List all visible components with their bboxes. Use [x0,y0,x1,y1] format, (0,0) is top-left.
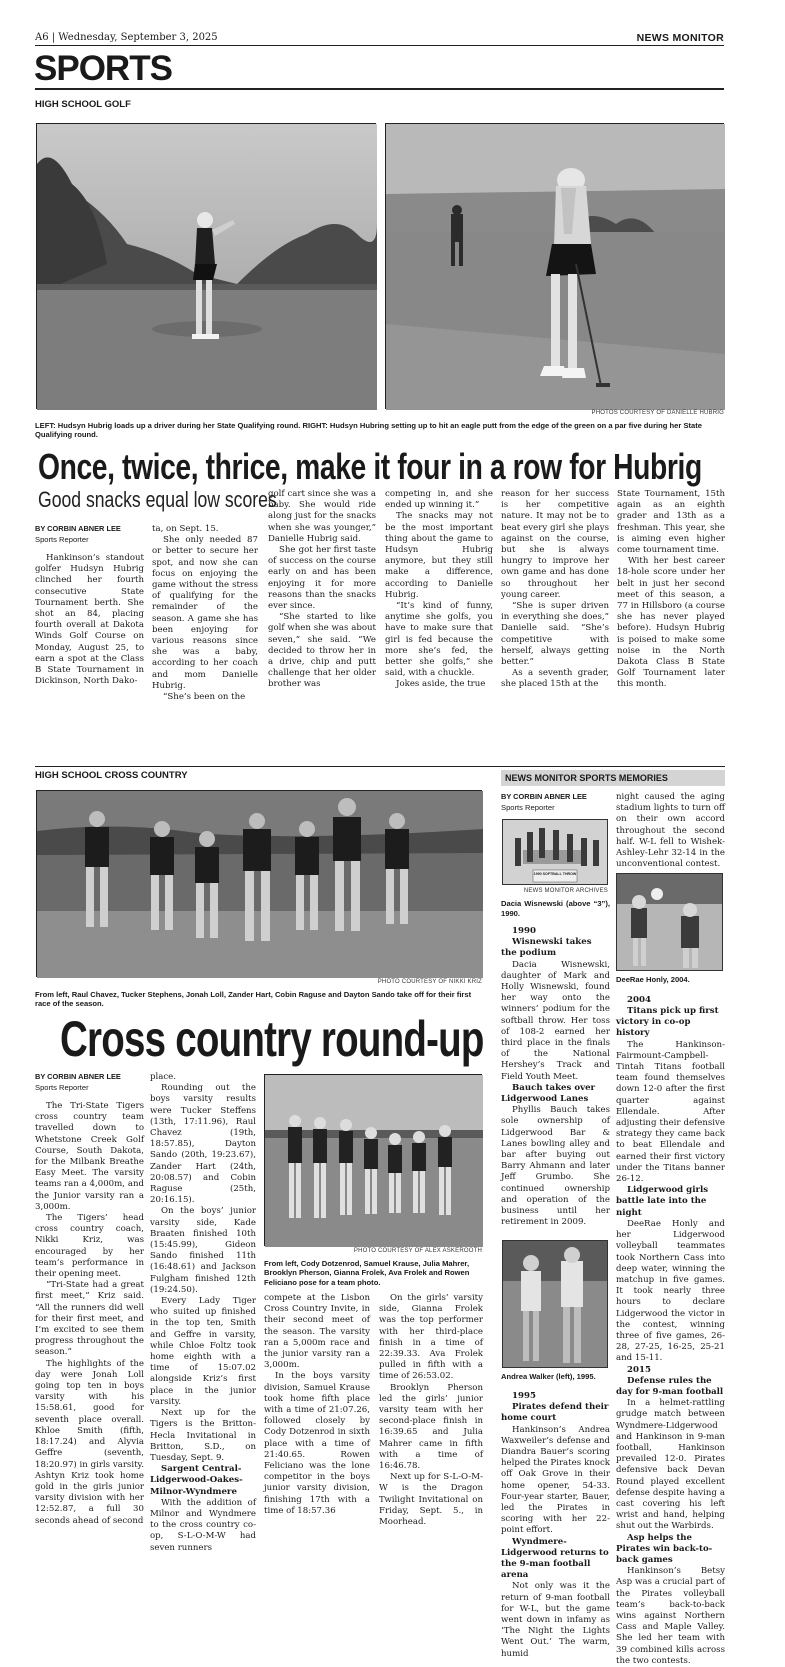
golf-col4-p2: “It’s kind of funny, anytime she golfs, you have to make sure that girl is fed because the more she’s fed, the better she golfs,” she said, with a chuckle. [385,601,493,679]
golf-col3-lead: golf cart since she was a baby. She would ride along just for the snacks when she was younger,” Danielle Hubrig said. [268,489,376,544]
cc-col4-p1: On the girls’ varsity side, Gianna Frolek was the top performer with her third-place finish in a time of 22:39.33. Ava Frolek pulled in fifth with a time of 26:53.02. [379,1293,483,1382]
golf-col2-lead: ta, on Sept. 15. [152,524,219,534]
cc-column-2 [150,1072,256,1553]
cc-photo2-credit: PHOTO COURTESY OF ALEX ASKEROOTH [353,1248,482,1254]
cc-headline: Cross country round-up [60,1011,484,1067]
headline-asp: Asp helps the Pirates win back-to-back games [616,1532,713,1565]
memories-role: Sports Reporter [501,803,555,812]
golf-col5-p2: As a seventh grader, she placed 15th at the [501,668,609,690]
golf-photo-left [36,123,376,409]
cc-col2-p4: Next up for the Tigers is the Britton-Hecla Invitational in Britton, S.D., on Tuesday, Sept. 9. [150,1408,256,1463]
cc-column-1 [35,1072,144,1542]
cc-col1-p1: The Tri-State Tigers cross country team travelled down to Whetstone Creek Golf Course, South Dakota, for the Milbank Breathe Easy Meet. The varsity teams ran a 4,000m, and the Junior varsity ran a 3,000m. [35,1101,144,1212]
headline-1990: Wisnewski takes the podium [501,937,592,959]
cc-column-3 [264,1293,370,1543]
golf-col6-lead: State Tournament, 15th again as an eighth grader and 13th as a freshman. This year, she is aiming even higher come tournament time. [617,489,725,556]
cc-col3-p1: compete at the Lisbon Cross Country Invite, in their second meet of the season. The varsity ran a 5,000m race and the junior varsity ran a 3,000m. [264,1293,370,1371]
golf-col1-text: Hankinson’s standout golfer Hudsyn Hubrig clinched her fourth consecutive State Tournament berth. She shot an 84, placing fourth overall at Dakota Winds Golf Course on Monday, August 25, to earn a spot at the Class B State Tournament in Dickinson, North Dako- [35,553,144,687]
text-lidgerwood: DeeRae Honly and her Lidgerwood volleyball teammates took Northern Cass into deep water, winning the matchup in five games. It took nearly three hours to declare Lidgerwood the victor in the contest, winning three of five games, 26-28, 27-25, 16-25, 25-21 and 15-11. [616,1218,725,1364]
cc-col3-p2: In the boys varsity division, Samuel Krause took home fifth place with a time of 21:07.26, followed closely by Cody Dotzenrod in sixth place with a time of 21:40.65. Rowen Feliciano was the lone competitor in the boys junior varsity division, finishing 17th with a time of 18:57.36 [264,1371,370,1516]
cc-column-4 [379,1293,483,1543]
year-2004: 2004 [627,994,651,1005]
headline-bauch: Bauch takes over Lidgerwood Lanes [501,1082,596,1105]
memories-photo1-caption: Dacia Wisnewski (above “3”), 1990. [501,899,610,918]
cc-col2-subhead: Sargent Central-Lidgerwood-Oakes-Milnor-Wyndmere [150,1464,243,1497]
text-asp: Hankinson’s Betsy Asp was a crucial part of the Pirates volleyball team’s back-to-back wins against Northern Cass and Maple Valley. She led her team with 39 combined kills across the two contests. [616,1566,725,1666]
golf-col5-lead: reason for her success is her competitive nature. It may not be to beat every girl she plays against on the course, but she is always hungry to improve her own game and has done so throughout her young career. [501,489,609,600]
golf-photo-credit: PHOTOS COURTESY OF DANIELLE HUBRIG [591,410,724,416]
headline-2004: Titans pick up first victory in co-op history [616,1006,719,1039]
text-2004: The Hankinson-Fairmount-Campbell-Tintah Titans football team found themselves down 12-0 after the first quarter against Ellendale. After adjusting their defensive strategy they came back to beat Ellendale and earned their first victory under the Titans banner 26-12. [616,1039,725,1185]
cc-col2-p1: Rounding out the boys varsity results were Tucker Steffens (13th, 17:11.96), Raul Chavez (19th, 18:57.85), Dayton Sando (20th, 19:23.67), Zander Hart (24th, 20:08.57) and Cobin Raguse (25th, 20:16.15). [150,1083,256,1206]
text-wyndmere-cont: night caused the aging stadium lights to turn off on their own accord throughout the second half. W-L fell to Wishek-Ashley-Lehr 32-14 in the unconventional contest. [616,792,725,870]
text-2015: In a helmet-rattling grudge match between Wyndmere-Lidgerwood and Hankinson in 9-man football, Hankinson prevailed 12-0. Pirates defensive back Devan Round played excellent defense despite having a cast covering his left wrist and hand, helping shut out the Warbirds. [616,1398,725,1532]
memories-photo-1995 [502,1240,608,1368]
memories-byline: BY CORBIN ABNER LEE [501,792,587,801]
golf-col3-p2: “She started to like golf when she was about seven,” she said. “We decided to throw her in a drive, chip and putt challenge that her older brother was [268,612,376,690]
golf-byline: BY CORBIN ABNER LEE [35,524,121,533]
memories-column-2 [616,792,725,1666]
golf-photo-right [385,123,724,409]
paper-name: NEWS MONITOR [636,32,724,44]
golf-column-4 [385,489,493,764]
golf-col4-lead: competing in, and she ended up winning it.” [385,489,493,511]
golf-col2-p1: She only needed 87 or better to secure her spot, and now she can focus on enjoying the game without the stress of qualifying for the remainder of the season. A game she has been enjoying for various reasons since she was a baby, according to her coach and mom Danielle Hubrig. [152,535,258,691]
golf-col6-p1: With her best career 18-hole score under her belt in just her second meet of this season, a 77 in Hillsboro (a course she has never played before). Hudsyn Hubrig is poised to make some noise in the North Dakota Class B State Golf Tournament later this month. [617,556,725,690]
golf-column-6 [617,489,725,764]
cc-col1-p4: The highlights of the day were Jonah Loll going top ten in boys varsity with his 15:58.61, good for seventh place overall. Khloe Smith (fifth, 18:17.24) and Alyvia Geffre (seventh, 18:20.97) in girls varsity. Ashtyn Kriz took home gold in the girls junior varsity division with her 12:52.87, a full 30 seconds ahead of second [35,1358,144,1526]
golf-subhead: Good snacks equal low scores [38,487,277,512]
memories-photo3-caption: DeeRae Honly, 2004. [616,975,690,985]
memories-column-1 [501,792,610,1659]
cc-byline: BY CORBIN ABNER LEE [35,1072,121,1081]
golf-column-2 [152,524,258,764]
headline-2015: Defense rules the day for 9-man football [616,1375,724,1397]
golf-col2-p2: “She’s been on the [163,692,246,703]
golf-caption: LEFT: Hudsyn Hubrig loads up a driver during her State Qualifying round. RIGHT: Hudsyn Hubring setting up to hit an eagle putt from the edge of the green on a par five during her State Qualifying round. [35,421,703,440]
memories-header: NEWS MONITOR SPORTS MEMORIES [501,770,725,786]
golf-col4-p1: The snacks may not be the most important thing about the game to Hudsyn Hubrig anymore, but they still make a difference, according to Danielle Hubrig. [385,511,493,600]
cc-col2-p5: With the addition of Milnor and Wyndmere to the cross country co-op, S-L-O-M-W had seven runners [150,1497,256,1553]
year-1995: 1995 [512,1390,536,1401]
cc-col2-p3: Every Lady Tiger who suited up finished in the top ten, Smith and Geffre in varsity, while Chloe Foltz took home eighth with a time of 15:07.02 alongside Kriz’s first place in the junior varsity. [150,1296,256,1407]
golf-col5-p1: “She is super driven in everything she does,” Danielle said. “She’s competitive with herself, always getting better.” [501,601,609,668]
golf-column-5 [501,489,609,764]
golf-col4-p3: Jokes aside, the true [396,679,486,690]
text-1990: Dacia Wisnewski, daughter of Mark and Holly Wisnewski, found her way onto the winners’ podium for the softball throw. Her toss of 108-2 earned her third place in the finals of the National Hershey’s Track and Field Youth Meet. [501,959,610,1082]
memories-photo2-caption: Andrea Walker (left), 1995. [501,1371,596,1381]
cc-col4-p2: Brooklyn Pherson led the girls’ junior varsity team with her second-place finish in 16:39.65 and Julia Mahrer came in fifth with a time of 16:46.78. [379,1382,483,1472]
cc-caption: From left, Raul Chavez, Tucker Stephens, Jonah Loll, Zander Hart, Cobin Raguse and Dayton Sando take off for their first race of the season. [35,990,472,1009]
golf-col3-p1: She got her first taste of success on the course early on and has been enjoying it for more reasons than the snacks ever since. [268,545,376,612]
year-1990: 1990 [512,926,536,937]
cc-col2-lead: place. [150,1072,177,1082]
memories-photo-1990 [502,819,608,885]
text-bauch: Phyllis Bauch takes sole ownership of Lidgerwood Bar & Lanes bowling alley and bar after buying out Barry Ahmann and later Jeff Grumbo. She continued ownership and operation of the business until her retirement in 2009. [501,1105,610,1228]
text-1995: Hankinson’s Andrea Waxweiler’s defense and Diandra Bauer’s scoring helped the Pirates knock off Oak Grove in their home opener, 54-33. Four-year starter, Bauer, led the Pirates in scoring with her 22-point effort. [501,1424,610,1536]
kicker-golf: HIGH SCHOOL GOLF [35,99,131,110]
headline-lidgerwood: Lidgerwood girls battle late into the night [616,1185,709,1218]
cc-photo-credit: PHOTO COURTESY OF NIKKI KRIZ [377,979,482,985]
section-title: SPORTS [34,49,172,88]
page-date: A6 | Wednesday, September 3, 2025 [35,32,218,43]
golf-role: Sports Reporter [35,535,89,544]
cc-photo-runners [36,790,482,977]
golf-headline: Once, twice, thrice, make it four in a row for Hubrig [38,446,702,487]
headline-1995: Pirates defend their home court [501,1402,609,1424]
memories-photo1-credit: NEWS MONITOR ARCHIVES [523,888,608,894]
cc-photo-team [264,1074,482,1246]
cc-col1-p2: The Tigers’ head cross country coach, Nikki Kriz, was encouraged by her team’s performance in their opening meet. [35,1213,144,1280]
cc-role: Sports Reporter [35,1083,89,1092]
golf-column-1 [35,524,144,764]
memories-photo-2004 [616,873,723,971]
softball-banner: 1990 SOFTBALL THROW [533,872,577,876]
text-wyndmere: Not only was it the return of 9-man football for W-L, but the game went down in infamy as ‘The Night the Lights Went Out.’ The warm, humid [501,1581,610,1659]
kicker-cc: HIGH SCHOOL CROSS COUNTRY [35,770,188,781]
golf-column-3 [268,489,376,764]
headline-wyndmere: Wyndmere-Lidgerwood returns to the 9-man football arena [501,1536,609,1581]
top-rule [35,45,724,46]
section-rule [35,88,724,90]
cc-col1-p3: “Tri-State had a great first meet,” Kriz said. “All the runners did well for their first meet, and I’m excited to see them progress throughout the season.” [35,1280,144,1358]
cc-col4-p3: Next up for S-L-O-M-W is the Dragon Twilight Invitational on Friday, Sept. 5., in Moorhead. [379,1472,483,1528]
mid-rule [35,766,725,767]
cc-col2-p2: On the boys’ junior varsity side, Kade Braaten finished 10th (15:45.99), Gideon Sando finished 11th (16:48.61) and Jackson Fulgham finished 12th (19:24.50). [150,1206,256,1295]
cc-caption2: From left, Cody Dotzenrod, Samuel Krause, Julia Mahrer, Brooklyn Pherson, Gianna Frolek, Ava Frolek and Rowen Feliciano pose for a team photo. [264,1259,470,1287]
year-2015: 2015 [627,1364,651,1375]
